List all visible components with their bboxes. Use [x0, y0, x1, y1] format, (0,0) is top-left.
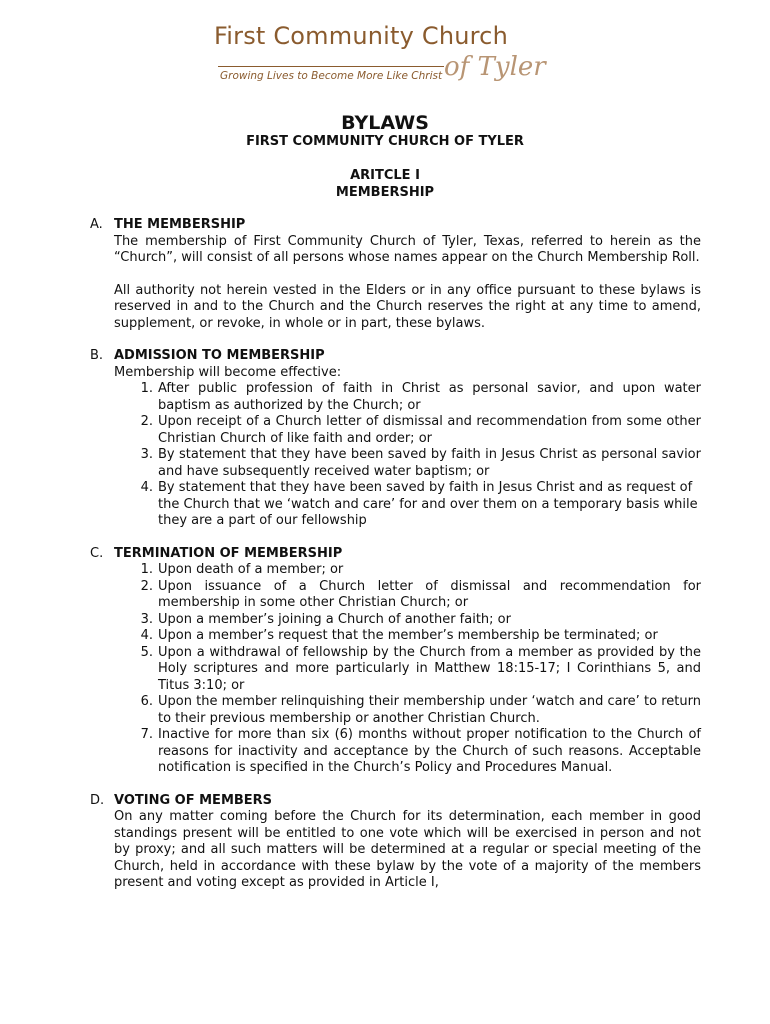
list-item: [114, 694, 701, 727]
section-heading: TERMINATION OF MEMBERSHIP: [114, 545, 343, 561]
item-number: 7.: [140, 727, 153, 742]
item-number: 6.: [140, 694, 153, 709]
section-a: [90, 217, 701, 332]
item-text: Upon issuance of a Church letter of dismissal and recommendation for membership in some other Christian Church; or: [158, 578, 701, 610]
item-text: Inactive for more than six (6) months without proper notification to the Church of reasons for inactivity and acceptance by the Church of such reasons. Acceptable notification is specified in the Church’s Policy and Procedures Manual.: [158, 727, 701, 775]
list-item: [114, 727, 701, 777]
item-text: By statement that they have been saved by faith in Jesus Christ and as request of the Church that we ‘watch and care’ for and over them on a temporary basis while they are a part of our fellowship: [158, 480, 698, 528]
list-item: [114, 480, 701, 530]
item-text: Upon the member relinquishing their membership under ‘watch and care’ to return to their previous membership or another Christian Church.: [158, 694, 701, 726]
section-letter: B.: [90, 348, 104, 363]
termination-list: [114, 562, 701, 777]
article-title: MEMBERSHIP: [335, 185, 435, 200]
item-number: 2.: [140, 414, 153, 429]
item-text: Upon receipt of a Church letter of dismissal and recommendation from some other Christian Church of like faith and order; or: [158, 414, 701, 446]
section-d: [90, 793, 701, 892]
section-heading: THE MEMBERSHIP: [114, 217, 246, 232]
section-letter: D.: [90, 792, 105, 808]
list-item: [114, 645, 701, 695]
document-body: [90, 217, 701, 908]
item-number: 1.: [140, 381, 153, 396]
article-number: ARITCLE I: [350, 168, 420, 183]
item-text: Upon a withdrawal of fellowship by the Church from a member as provided by the Holy scriptures and more particularly in Matthew 18:15-17; I Corinthians 5, and Titus 3:10; or: [158, 644, 701, 693]
item-text: After public profession of faith in Christ as personal savior, and upon water baptism as authorized by the Church; or: [158, 381, 701, 413]
item-number: 4.: [140, 480, 153, 495]
section-heading: ADMISSION TO MEMBERSHIP: [114, 348, 325, 363]
item-number: 3.: [140, 447, 153, 462]
list-item: [114, 414, 701, 447]
paragraph: The membership of First Community Church of Tyler, Texas, referred to herein as the “Church”, will consist of all persons whose names appear on the Church Membership Roll.: [114, 233, 701, 265]
logo-name: First Community Church: [214, 22, 508, 50]
list-item: [114, 579, 701, 612]
item-number: 4.: [140, 628, 153, 643]
list-item: [114, 612, 701, 629]
item-text: Upon a member’s joining a Church of another faith; or: [158, 611, 511, 627]
item-number: 5.: [140, 644, 153, 660]
item-text: By statement that they have been saved by faith in Jesus Christ as personal savior and have subsequently received water baptism; or: [158, 447, 701, 479]
admission-list: [114, 381, 701, 530]
section-intro: Membership will become effective:: [114, 364, 342, 380]
paragraph: All authority not herein vested in the Elders or in any office pursuant to these bylaws is reserved in and to the Church and the Church reserves the right at any time to amend, supplement, or revoke, in whole or in part, these bylaws.: [114, 282, 701, 331]
section-heading: VOTING OF MEMBERS: [114, 792, 273, 808]
section-c: [90, 546, 701, 777]
church-logo: [214, 18, 546, 100]
list-item: [114, 562, 701, 579]
church-name-heading: FIRST COMMUNITY CHURCH OF TYLER: [246, 134, 524, 149]
item-number: 2.: [140, 578, 153, 594]
item-text: Upon death of a member; or: [158, 562, 344, 577]
logo-tagline: Growing Lives to Become More Like Christ: [220, 70, 443, 82]
item-text: Upon a member’s request that the member’s membership be terminated; or: [158, 628, 658, 643]
list-item: [114, 447, 701, 480]
document-title: BYLAWS: [341, 112, 429, 134]
section-letter: C.: [90, 545, 104, 561]
list-item: [114, 628, 701, 645]
list-item: [114, 381, 701, 414]
item-number: 1.: [140, 562, 153, 577]
logo-rule: [218, 66, 444, 67]
section-letter: A.: [90, 217, 103, 232]
paragraph: On any matter coming before the Church for its determination, each member in good standings present will be entitled to one vote which will be exercised in person and not by proxy; and all such matters will be determined at a regular or special meeting of the Church, held in accordance with these bylaw by the vote of a majority of the members present and voting except as provided in Article I,: [114, 809, 701, 890]
item-number: 3.: [140, 611, 153, 627]
section-b: [90, 348, 701, 530]
logo-script: of Tyler: [444, 52, 546, 82]
